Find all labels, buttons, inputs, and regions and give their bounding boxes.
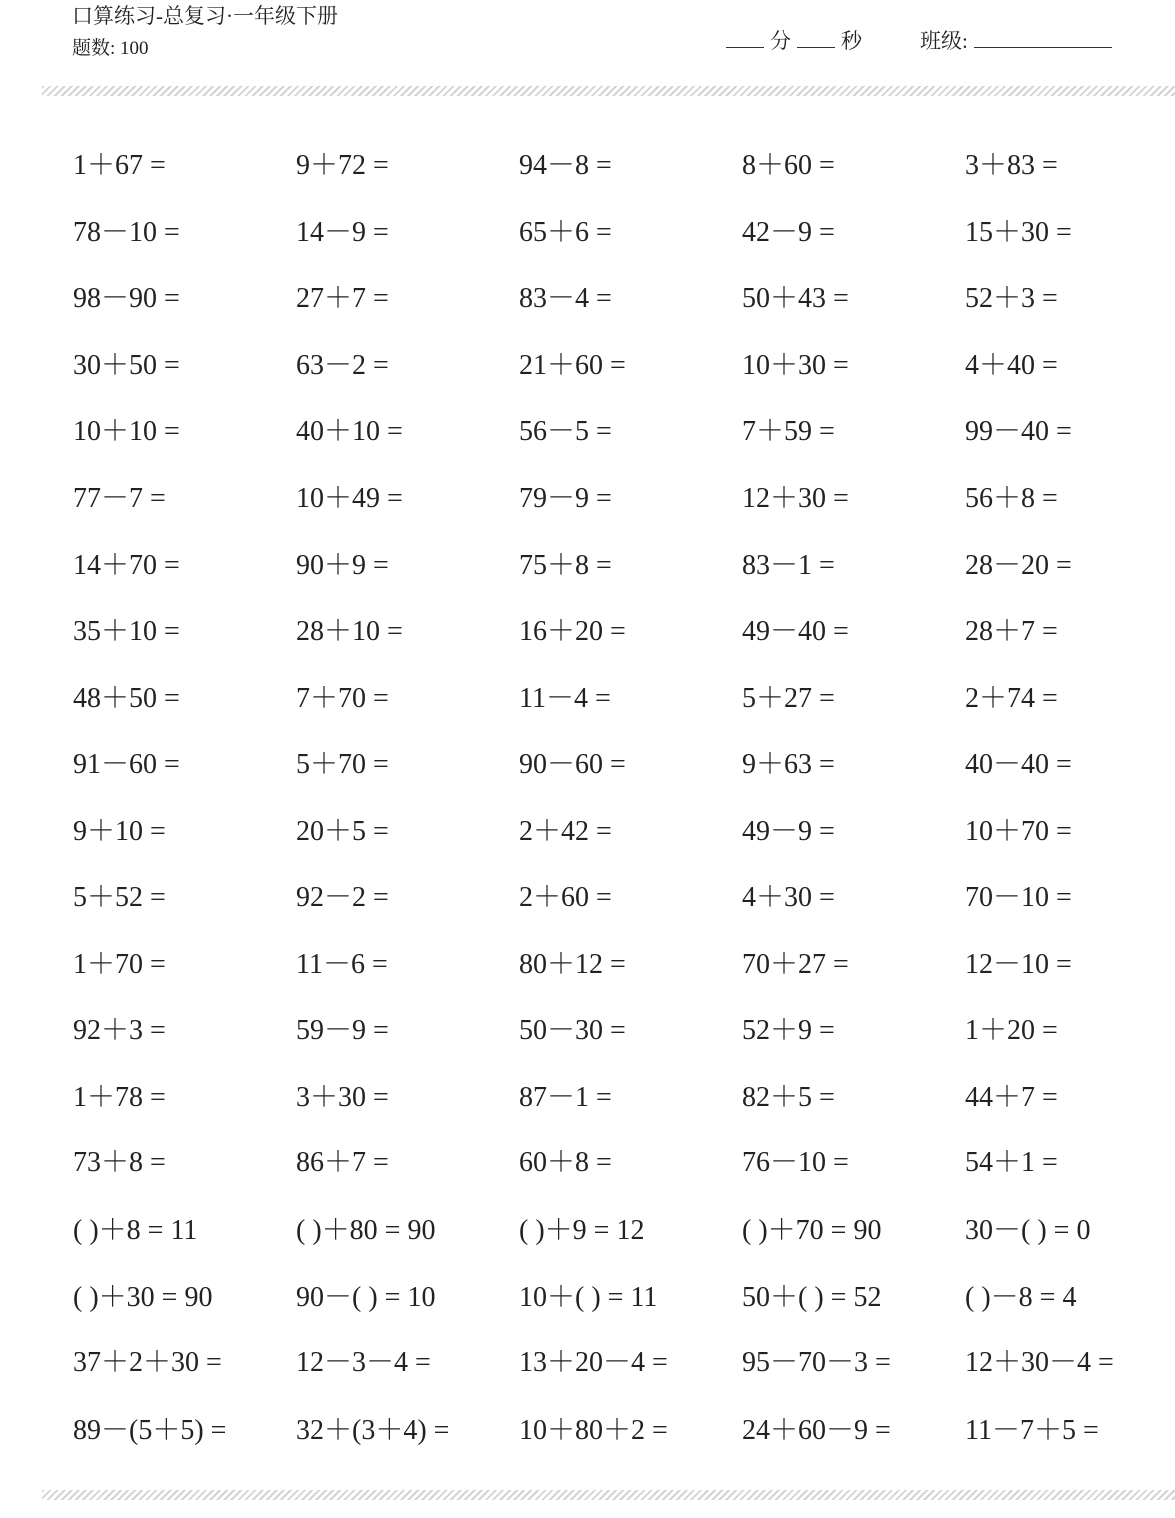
math-problem: 5＋52 = bbox=[73, 882, 166, 913]
problem-row bbox=[0, 346, 1175, 386]
math-problem: 92－2 = bbox=[296, 882, 389, 913]
math-problem: 11－4 = bbox=[519, 683, 611, 714]
math-problem: 12－3－4 = bbox=[296, 1347, 431, 1378]
math-problem: 49－40 = bbox=[742, 616, 849, 647]
math-problem: 90＋9 = bbox=[296, 550, 389, 581]
math-problem: 79－9 = bbox=[519, 483, 612, 514]
math-problem: 95－70－3 = bbox=[742, 1347, 891, 1378]
math-problem: 94－8 = bbox=[519, 150, 612, 181]
math-problem: 7＋70 = bbox=[296, 683, 389, 714]
math-problem: 83－4 = bbox=[519, 283, 612, 314]
math-problem: 48＋50 = bbox=[73, 683, 180, 714]
math-problem: 42－9 = bbox=[742, 217, 835, 248]
problem-row bbox=[0, 1343, 1175, 1383]
math-problem: 73＋8 = bbox=[73, 1147, 166, 1178]
math-problem: 50－30 = bbox=[519, 1015, 626, 1046]
problem-row bbox=[0, 812, 1175, 852]
problem-row bbox=[0, 1143, 1175, 1183]
math-problem: 2＋74 = bbox=[965, 683, 1058, 714]
math-problem: 9＋63 = bbox=[742, 749, 835, 780]
math-problem: 10＋80＋2 = bbox=[519, 1415, 668, 1446]
math-problem: 70－10 = bbox=[965, 882, 1072, 913]
math-problem: 4＋40 = bbox=[965, 350, 1058, 381]
math-problem: 90－( ) = 10 bbox=[296, 1282, 436, 1313]
problem-row bbox=[0, 546, 1175, 586]
math-problem: 82＋5 = bbox=[742, 1082, 835, 1113]
math-problem: ( )＋70 = 90 bbox=[742, 1215, 882, 1246]
seconds-unit: 秒 bbox=[841, 29, 862, 53]
math-problem: 99－40 = bbox=[965, 416, 1072, 447]
math-problem: 5＋70 = bbox=[296, 749, 389, 780]
math-problem: 27＋7 = bbox=[296, 283, 389, 314]
math-problem: 77－7 = bbox=[73, 483, 166, 514]
math-problem: 3＋83 = bbox=[965, 150, 1058, 181]
math-problem: 49－9 = bbox=[742, 816, 835, 847]
problem-row bbox=[0, 412, 1175, 452]
math-problem: 70＋27 = bbox=[742, 949, 849, 980]
math-problem: 1＋20 = bbox=[965, 1015, 1058, 1046]
math-problem: 13＋20－4 = bbox=[519, 1347, 668, 1378]
problem-row bbox=[0, 745, 1175, 785]
math-problem: ( )＋8 = 11 bbox=[73, 1215, 198, 1246]
problem-row bbox=[0, 1278, 1175, 1318]
problem-row bbox=[0, 878, 1175, 918]
math-problem: 35＋10 = bbox=[73, 616, 180, 647]
math-problem: 76－10 = bbox=[742, 1147, 849, 1178]
math-problem: 21＋60 = bbox=[519, 350, 626, 381]
math-problem: 40＋10 = bbox=[296, 416, 403, 447]
problem-row bbox=[0, 146, 1175, 186]
math-problem: 83－1 = bbox=[742, 550, 835, 581]
math-problem: 91－60 = bbox=[73, 749, 180, 780]
math-problem: 59－9 = bbox=[296, 1015, 389, 1046]
bottom-divider bbox=[42, 1490, 1175, 1500]
problem-row bbox=[0, 1211, 1175, 1251]
problem-row bbox=[0, 1411, 1175, 1451]
math-problem: 52＋3 = bbox=[965, 283, 1058, 314]
math-problem: 1＋67 = bbox=[73, 150, 166, 181]
math-problem: 2＋60 = bbox=[519, 882, 612, 913]
math-problem: 10＋30 = bbox=[742, 350, 849, 381]
math-problem: 11－7＋5 = bbox=[965, 1415, 1099, 1446]
math-problem: 37＋2＋30 = bbox=[73, 1347, 222, 1378]
math-problem: 9＋72 = bbox=[296, 150, 389, 181]
math-problem: 8＋60 = bbox=[742, 150, 835, 181]
math-problem: 52＋9 = bbox=[742, 1015, 835, 1046]
problem-row bbox=[0, 612, 1175, 652]
problem-row bbox=[0, 1011, 1175, 1051]
problem-row bbox=[0, 279, 1175, 319]
math-problem: 20＋5 = bbox=[296, 816, 389, 847]
math-problem: 60＋8 = bbox=[519, 1147, 612, 1178]
math-problem: 90－60 = bbox=[519, 749, 626, 780]
math-problem: 65＋6 = bbox=[519, 217, 612, 248]
math-problem: ( )－8 = 4 bbox=[965, 1282, 1077, 1313]
math-problem: 10＋10 = bbox=[73, 416, 180, 447]
math-problem: ( )＋30 = 90 bbox=[73, 1282, 213, 1313]
math-problem: 14－9 = bbox=[296, 217, 389, 248]
problem-count: 题数: 100 bbox=[72, 38, 149, 59]
math-problem: 7＋59 = bbox=[742, 416, 835, 447]
math-problem: 44＋7 = bbox=[965, 1082, 1058, 1113]
minutes-unit: 分 bbox=[770, 29, 791, 53]
math-problem: 28－20 = bbox=[965, 550, 1072, 581]
math-problem: 24＋60－9 = bbox=[742, 1415, 891, 1446]
math-problem: 12－10 = bbox=[965, 949, 1072, 980]
math-problem: 2＋42 = bbox=[519, 816, 612, 847]
math-problem: 5＋27 = bbox=[742, 683, 835, 714]
problem-row bbox=[0, 213, 1175, 253]
math-problem: 14＋70 = bbox=[73, 550, 180, 581]
math-problem: 28＋7 = bbox=[965, 616, 1058, 647]
math-problem: 1＋70 = bbox=[73, 949, 166, 980]
math-problem: 30＋50 = bbox=[73, 350, 180, 381]
problem-row bbox=[0, 679, 1175, 719]
math-problem: 92＋3 = bbox=[73, 1015, 166, 1046]
math-problem: 32＋(3＋4) = bbox=[296, 1415, 450, 1446]
worksheet-title: 口算练习-总复习·一年级下册 bbox=[72, 4, 338, 28]
math-problem: 4＋30 = bbox=[742, 882, 835, 913]
math-problem: 12＋30－4 = bbox=[965, 1347, 1114, 1378]
math-problem: 87－1 = bbox=[519, 1082, 612, 1113]
problem-row bbox=[0, 945, 1175, 985]
math-problem: 10＋49 = bbox=[296, 483, 403, 514]
math-problem: 16＋20 = bbox=[519, 616, 626, 647]
math-problem: 80＋12 = bbox=[519, 949, 626, 980]
math-problem: 89－(5＋5) = bbox=[73, 1415, 227, 1446]
math-problem: 50＋43 = bbox=[742, 283, 849, 314]
math-problem: 30－( ) = 0 bbox=[965, 1215, 1091, 1246]
math-problem: 56－5 = bbox=[519, 416, 612, 447]
class-label: 班级: bbox=[920, 29, 968, 53]
math-problem: 54＋1 = bbox=[965, 1147, 1058, 1178]
math-problem: 98－90 = bbox=[73, 283, 180, 314]
math-problem: 63－2 = bbox=[296, 350, 389, 381]
math-problem: ( )＋9 = 12 bbox=[519, 1215, 645, 1246]
math-problem: ( )＋80 = 90 bbox=[296, 1215, 436, 1246]
math-problem: 40－40 = bbox=[965, 749, 1072, 780]
math-problem: 50＋( ) = 52 bbox=[742, 1282, 882, 1313]
math-problem: 28＋10 = bbox=[296, 616, 403, 647]
math-problem: 11－6 = bbox=[296, 949, 388, 980]
math-problem: 10＋( ) = 11 bbox=[519, 1282, 658, 1313]
problem-row bbox=[0, 479, 1175, 519]
math-problem: 12＋30 = bbox=[742, 483, 849, 514]
math-problem: 56＋8 = bbox=[965, 483, 1058, 514]
problem-row bbox=[0, 1078, 1175, 1118]
math-problem: 86＋7 = bbox=[296, 1147, 389, 1178]
math-problem: 9＋10 = bbox=[73, 816, 166, 847]
math-problem: 1＋78 = bbox=[73, 1082, 166, 1113]
math-problem: 10＋70 = bbox=[965, 816, 1072, 847]
math-problem: 15＋30 = bbox=[965, 217, 1072, 248]
math-problem: 75＋8 = bbox=[519, 550, 612, 581]
math-problem: 78－10 = bbox=[73, 217, 180, 248]
math-problem: 3＋30 = bbox=[296, 1082, 389, 1113]
